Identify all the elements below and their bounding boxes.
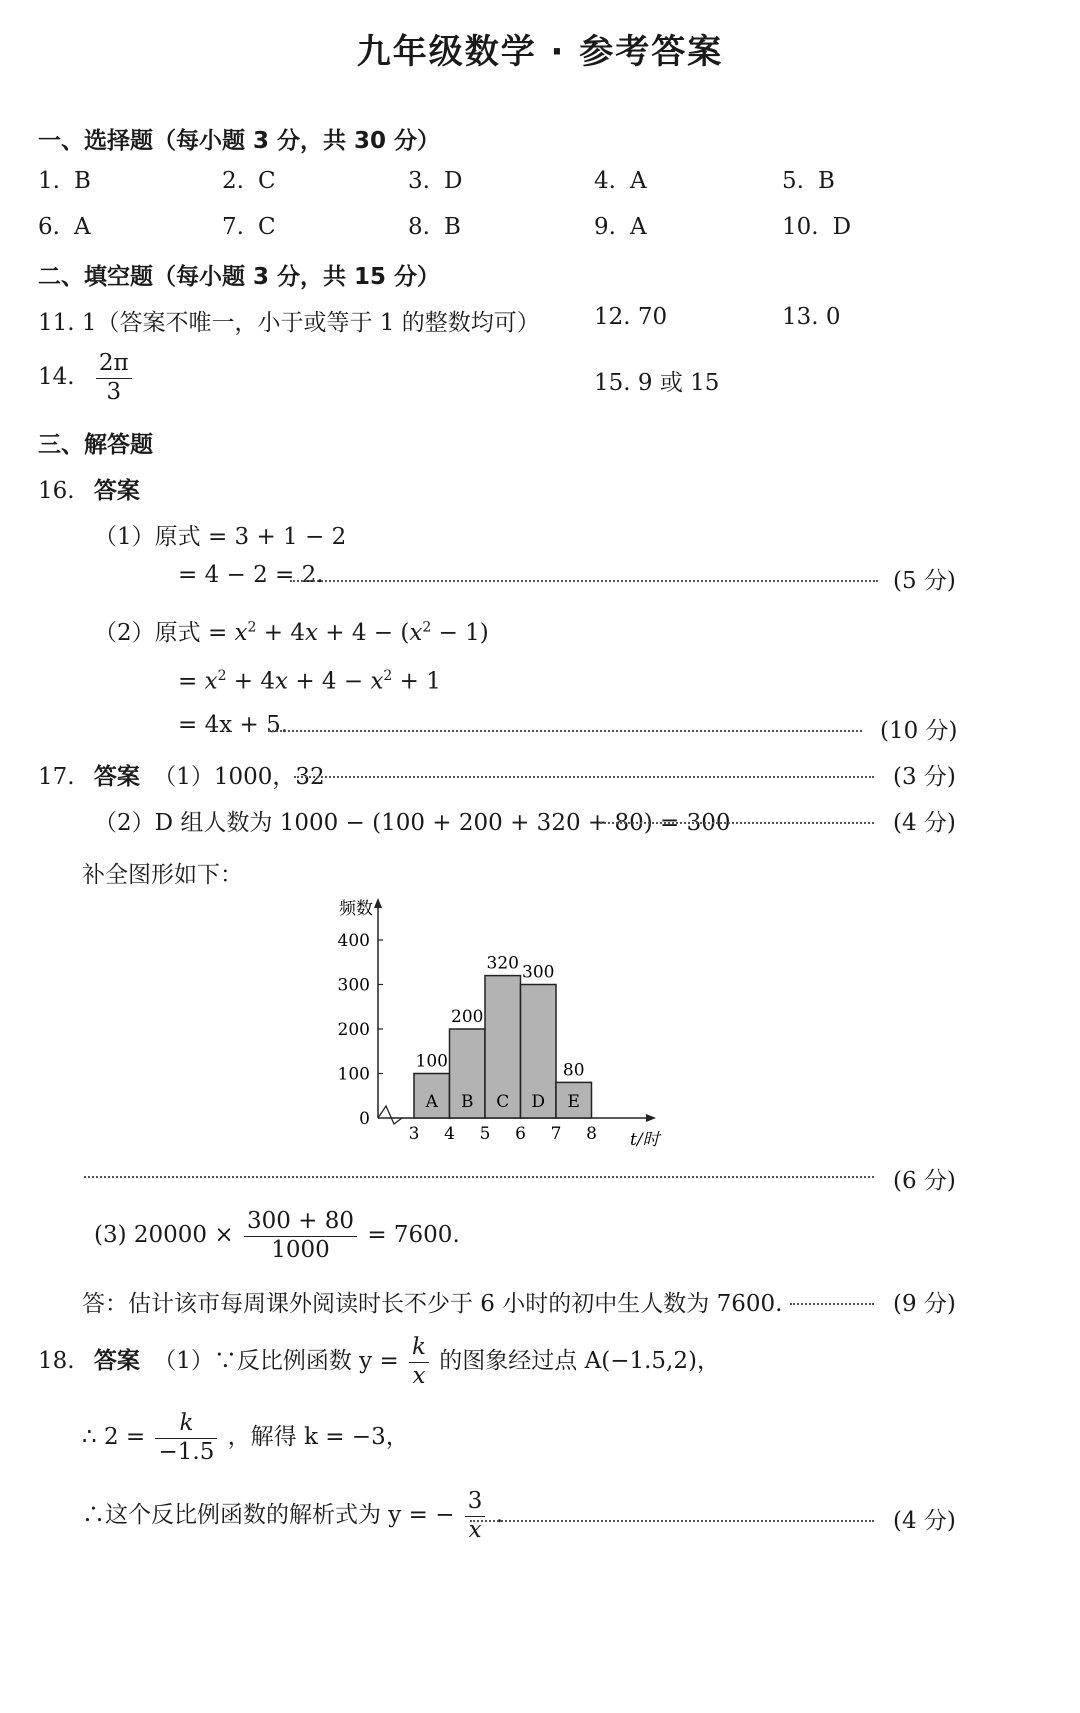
x-axis-arrow [646,1114,656,1122]
choice-answer [38,214,91,240]
choice-answer [408,168,462,194]
choice-answer [782,168,835,194]
q16-part1-line1: （1）原式 = 3 + 1 − 2 [94,524,347,550]
section-fill-heading: 二、填空题（每小题 3 分，共 15 分） [38,264,441,290]
choice-letter: C [257,168,276,194]
fraction-denominator: 1000 [271,1236,330,1263]
y-axis-label: 频数 [339,899,373,919]
choice-number: 3. [408,168,430,194]
q17-leader-3 [84,1176,874,1178]
choice-answer [594,214,647,240]
q18-line2 [82,1410,409,1466]
y-tick-label: 400 [337,931,370,951]
choice-answer [782,214,851,240]
x-tick-label: 7 [550,1124,562,1144]
section-choice-heading: 一、选择题（每小题 3 分，共 30 分） [38,128,441,154]
q17-score-1: (3 分) [893,764,956,790]
fill-answer-14 [38,350,135,406]
y-tick-label: 0 [359,1109,370,1129]
bar-value-label: 300 [522,962,555,983]
section-solution-heading: 三、解答题 [38,432,153,458]
q16-part2-line1: （2）原式 = $x^2 + 4x + 4 - (x^2 - 1)$ [94,619,489,646]
fill-answer-14-fraction [96,350,132,406]
q18-part1-post: 的图象经过点 A(−1.5,2)， [439,1348,720,1375]
choice-letter: A [629,168,647,194]
histogram-chart [320,890,680,1150]
x-axis-label: t/时 [630,1130,660,1150]
q16-score-2: (10 分) [880,718,958,744]
fraction-numerator: 300 + 80 [244,1208,357,1237]
fraction-numerator: k [155,1410,217,1439]
choice-answer [594,168,647,194]
choice-number: 5. [782,168,804,194]
q18-line2-fraction [155,1410,217,1466]
choice-number: 7. [222,214,244,240]
q17-leader-2 [600,822,874,824]
bar-category-label: E [567,1092,580,1112]
q18-line3 [82,1488,503,1544]
fill-answer-12: 12. 70 [594,304,668,330]
fraction-denominator: x [468,1516,482,1543]
q17-leader-1 [294,776,874,778]
q16-score-1: (5 分) [893,568,956,594]
choice-number: 8. [408,214,430,240]
bar-value-label: 80 [562,1060,585,1081]
q17-part1: （1）1000，32 [153,764,325,790]
q17-part3-result: = 7600. [367,1222,460,1249]
q17-score-2: (4 分) [893,810,956,836]
q18-line2-pre: ∴ 2 = [82,1424,146,1451]
q17-part3 [94,1208,460,1264]
bar-value-label: 320 [486,953,519,974]
bar-value-label: 200 [451,1007,484,1027]
q18-answer-label: 答案 [93,1348,140,1375]
choice-number: 6. [38,214,60,240]
q17-answer-label: 答案 [93,764,140,790]
choice-answer [38,168,91,194]
q16-part2-line2: = $x^2 + 4x + 4 - x^2 + 1$ [178,668,441,695]
q17-part3-label: (3) 20000 × [94,1222,234,1249]
q16-part2-label: （2）原式 = [94,620,235,646]
bar-category-label: A [425,1092,438,1112]
q16-number: 16. [38,478,75,504]
fill-answer-13: 13. 0 [782,304,841,330]
choice-letter: A [629,214,647,240]
q18-line3-post: . [495,1502,504,1529]
choice-letter: C [257,214,276,240]
q18-line2-post: ，解得 k = −3， [227,1424,409,1451]
choice-number: 9. [594,214,616,240]
q18-line3-fraction [465,1488,486,1544]
q17-figure-intro: 补全图形如下： [82,862,243,888]
x-tick-label: 6 [515,1124,526,1144]
q17-header [38,758,325,791]
bar-category-label: D [531,1092,546,1112]
q16-leader-2 [268,730,862,732]
fraction-numerator: 3 [465,1488,486,1517]
y-tick-label: 100 [337,1064,370,1085]
page-title: 九年级数学 · 参考答案 [356,32,724,72]
q18-part1-pre: （1）∵反比例函数 y = [153,1348,399,1375]
choice-letter: D [443,168,463,194]
choice-letter: B [817,168,835,194]
fill-answer-15: 15. 9 或 15 [594,370,720,396]
q16-answer-label: 答案 [93,478,140,504]
x-tick-label: 5 [479,1124,491,1144]
q18-number: 18. [38,1348,75,1375]
q16-part1-line2: = 4 − 2 = 2. [178,562,324,588]
choice-number: 10. [782,214,819,240]
q17-score-3: (6 分) [893,1168,956,1194]
fraction-denominator: 3 [106,378,122,405]
fraction-denominator: −1.5 [158,1438,215,1465]
q17-conclusion: 答：估计该市每周课外阅读时长不少于 6 小时的初中生人数为 7600. [82,1291,783,1317]
q16-leader-1 [290,580,878,582]
choice-letter: B [443,214,461,240]
y-tick-label: 300 [337,975,370,996]
fill-answer-11: 11. 1（答案不唯一，小于或等于 1 的整数均可） [38,310,540,336]
bar-category-label: C [496,1092,510,1112]
choice-answer [408,214,461,240]
choice-letter: B [73,168,91,194]
fraction-denominator: x [412,1362,426,1389]
q16-header [38,472,140,505]
choice-number: 1. [38,168,60,194]
fraction-numerator: 2π [96,350,132,379]
q18-line1 [38,1334,720,1390]
q18-leader-1 [470,1520,874,1522]
y-tick-label: 200 [337,1020,370,1040]
bar-category-label: B [461,1092,474,1112]
choice-answer [222,168,276,194]
choice-answer [222,214,276,240]
choice-letter: D [832,214,852,240]
axis-break-zigzag [378,1106,402,1124]
x-tick-label: 3 [408,1124,420,1144]
q18-score-1: (4 分) [893,1508,956,1534]
q17-part2: （2）D 组人数为 1000 − (100 + 200 + 320 + 80) = 300 [94,810,731,836]
choice-number: 2. [222,168,244,194]
y-axis-arrow [374,898,382,908]
fill-answer-14-number: 14. [38,364,75,391]
x-tick-label: 4 [444,1124,455,1144]
q17-part3-fraction [244,1208,357,1264]
q18-line3-pre: ∴这个反比例函数的解析式为 y = − [82,1502,455,1529]
x-tick-label: 8 [586,1124,597,1144]
choice-letter: A [73,214,91,240]
q16-part2-line3: = 4x + 5. [178,712,289,738]
q18-part1-fraction [409,1334,429,1390]
choice-number: 4. [594,168,616,194]
fraction-numerator: k [409,1334,429,1363]
q17-score-4: (9 分) [893,1291,956,1317]
q17-leader-4 [790,1303,874,1305]
q17-number: 17. [38,764,75,790]
bar-value-label: 100 [415,1051,448,1072]
